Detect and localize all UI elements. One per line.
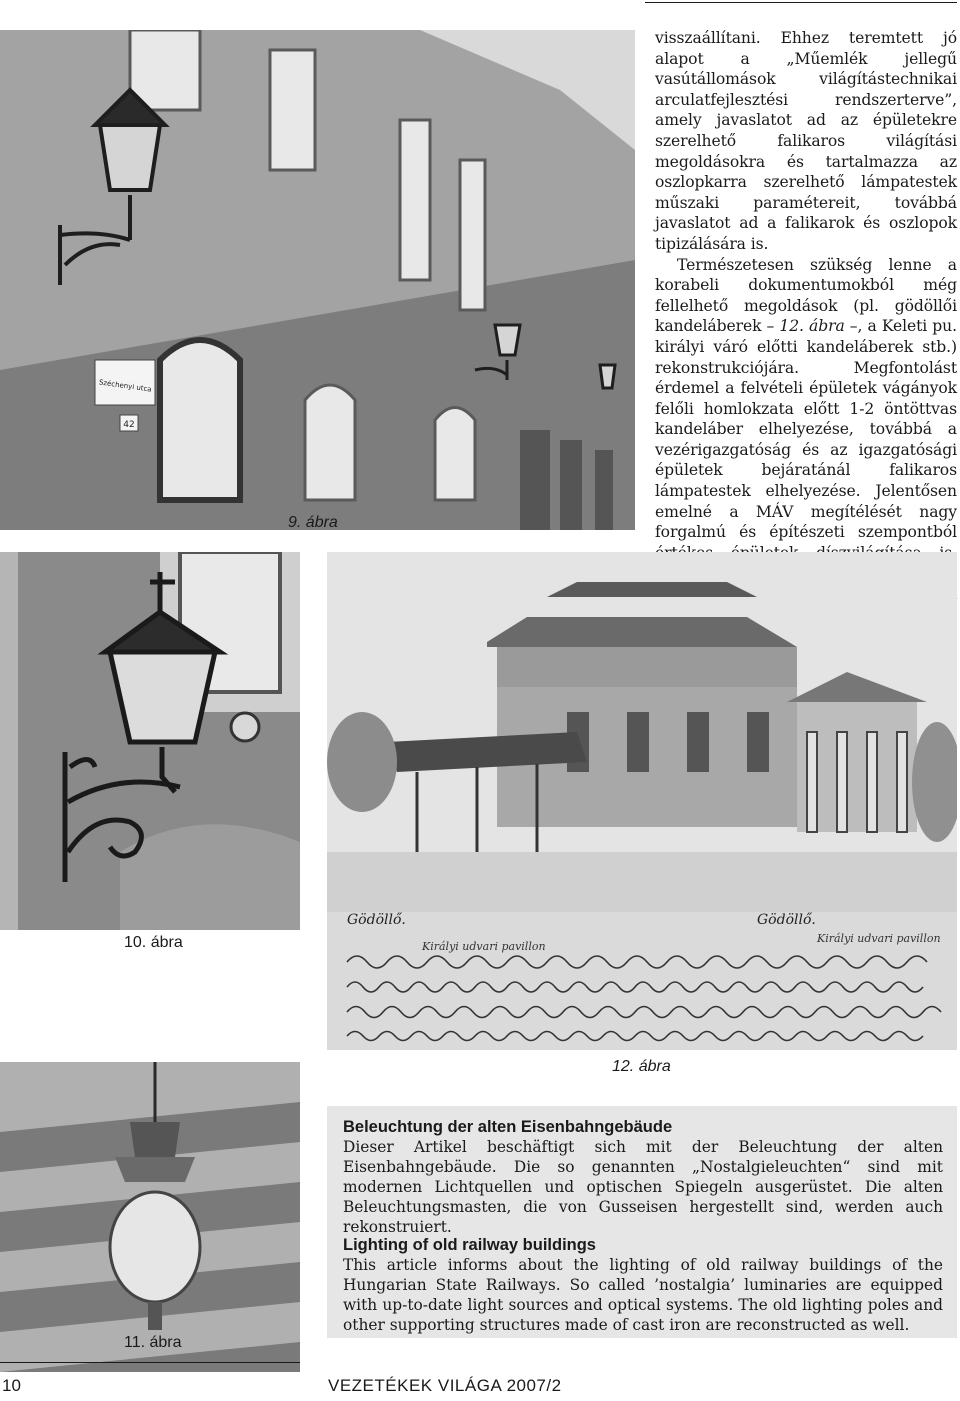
footer-rule — [0, 1362, 300, 1363]
figure-9-caption: 9. ábra — [288, 514, 338, 531]
summary-box — [327, 1106, 957, 1338]
summary-en-title: Lighting of old railway buildings — [343, 1236, 596, 1254]
figure-12-caption: 12. ábra — [612, 1058, 671, 1075]
figure-12-reference: 12. ábra — [779, 317, 845, 336]
page-number: 10 — [2, 1376, 21, 1395]
figure-9-photo — [0, 30, 635, 530]
postcard-right-label: Gödöllő. — [757, 912, 816, 928]
journal-title: VEZETÉKEK VILÁGA 2007/2 — [328, 1376, 562, 1395]
street-sign-name: Széchenyi utca — [98, 378, 153, 394]
postcard-left-label: Gödöllő. — [347, 912, 406, 928]
postcard-left-sub: Királyi udvari pavillon — [422, 940, 546, 953]
paragraph-2-end: –, a Keleti pu. királyi váró előtti kandeláberek stb.) rekonstrukciójára. Megfontolást érdemel a felvételi épületek vágányok felőli homlokzata előtt 1-2 öntöttvas kandeláber elhelyezése, továbbá a vezérigazgatóság és az igazgatósági épületek bejáratánál falikaros lámpatestek elhelyezése. Jelentősen emelné a MÁV megítélését nagy forgalmú és építészeti szempontból — [655, 317, 957, 542]
summary-english — [343, 1236, 943, 1335]
header-rule — [645, 2, 957, 3]
figure-12-photo — [327, 552, 957, 1050]
figure-10-photo — [0, 552, 300, 930]
summary-de-text: Dieser Artikel beschäftigt sich mit der Beleuchtung der alten Eisenbahngebäude. Die so genannten „Nostalgieleuchten“ sind mit modernen Lichtquellen und optischen Spiegeln ausgerüstet. Die alten Beleuchtungsmasten, die von Gusseisen hergestellt sind, werden auch rekonstruiert. — [343, 1138, 943, 1236]
summary-german — [343, 1118, 943, 1237]
paragraph-2-start: Természetesen szükség lenne a korabeli dokumentumokból még fellelhető megoldások (pl. gödöllői kandeláberek – — [655, 255, 957, 336]
article-body — [655, 28, 957, 625]
figure-10-caption: 10. ábra — [124, 934, 183, 951]
article-paragraph-1: visszaállítani. Ehhez teremtett jó alapot a „Műemlék jellegű vasútállomások világítástechnikai arculatfejlesztési rendszerterve”, amely javaslatot ad az épületekre szerelhető falikaros világítási megoldásokra és tartalmazza az oszlopkarra szerelhető lámpatestek műszaki paramétereit, továbbá javaslatot ad a falikarok és oszlopok tipizálására is. — [655, 29, 957, 253]
figure-11-photo — [0, 1062, 300, 1372]
postcard-right-sub: Királyi udvari pavillon — [817, 932, 941, 945]
street-sign-number: 42 — [123, 420, 135, 430]
summary-de-title: Beleuchtung der alten Eisenbahngebäude — [343, 1118, 673, 1136]
summary-en-text: This article informs about the lighting of old railway buildings of the Hungarian State Railways. So called ’nostalgia’ luminaries are equipped with up-to-date light sources and optical systems. The old lighting poles and other supporting structures made of cast iron are reconstructed as well. — [343, 1256, 943, 1334]
figure-11-caption: 11. ábra — [124, 1334, 182, 1351]
